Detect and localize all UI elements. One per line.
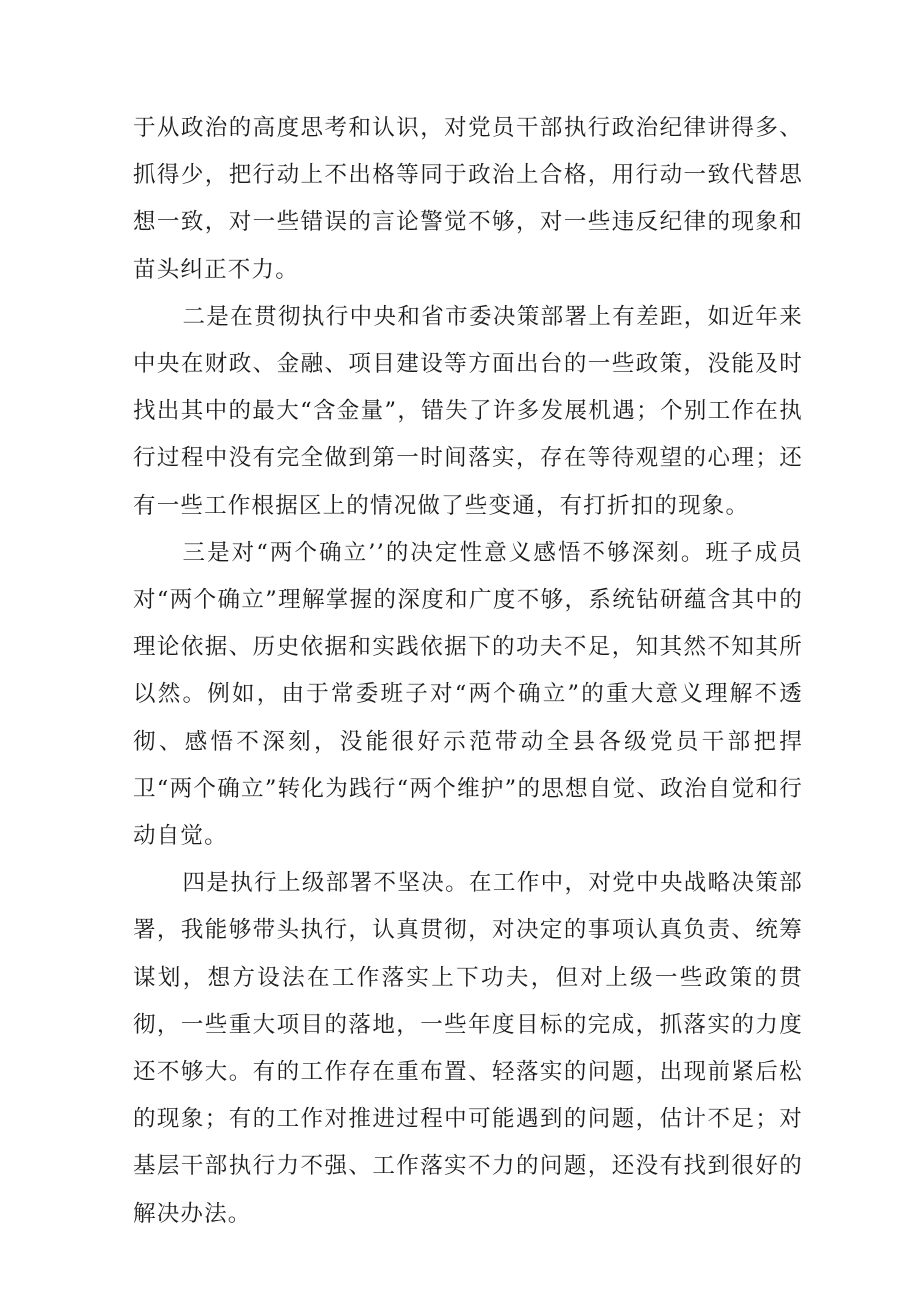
paragraph-four: 四是执行上级部署不坚决。在工作中，对党中央战略决策部署，我能够带头执行，认真贯彻，对决定的事项认真负责、统筹谋划，想方设法在工作落实上下功夫，但对上级一些政策的贯彻，一些重大项目的落地，一些年度目标的完成，抓落实的力度还不够大。有的工作存在重布置、轻落实的问题，出现前紧后松的现象；有的工作对推进过程中可能遇到的问题，估计不足；对基层干部执行力不强、工作落实不力的问题，还没有找到很好的解决办法。: [133, 870, 803, 1227]
paragraph-two: 二是在贯彻执行中央和省市委决策部署上有差距，如近年来中央在财政、金融、项目建设等方面出台的一些政策，没能及时找出其中的最大“含金量”，错失了许多发展机遇；个别工作在执行过程中没有完全做到第一时间落实，存在等待观望的心理；还有一些工作根据区上的情况做了些变通，有打折扣的现象。: [133, 303, 803, 519]
document-body: [133, 105, 803, 1238]
paragraph-continuation: 于从政治的高度思考和认识，对党员干部执行政治纪律讲得多、抓得少，把行动上不出格等同于政治上合格，用行动一致代替思想一致，对一些错误的言论警觉不够，对一些违反纪律的现象和苗头纠正不力。: [133, 115, 803, 283]
paragraph-three: 三是对“两个确立’’的决定性意义感悟不够深刻。班子成员对“两个确立”理解掌握的深度和广度不够，系统钻研蕴含其中的理论依据、历史依据和实践依据下的功夫不足，知其然不知其所以然。例如，由于常委班子对“两个确立”的重大意义理解不透彻、感悟不深刻，没能很好示范带动全县各级党员干部把捍卫“两个确立”转化为践行“两个维护”的思想自觉、政治自觉和行动自觉。: [133, 539, 803, 850]
